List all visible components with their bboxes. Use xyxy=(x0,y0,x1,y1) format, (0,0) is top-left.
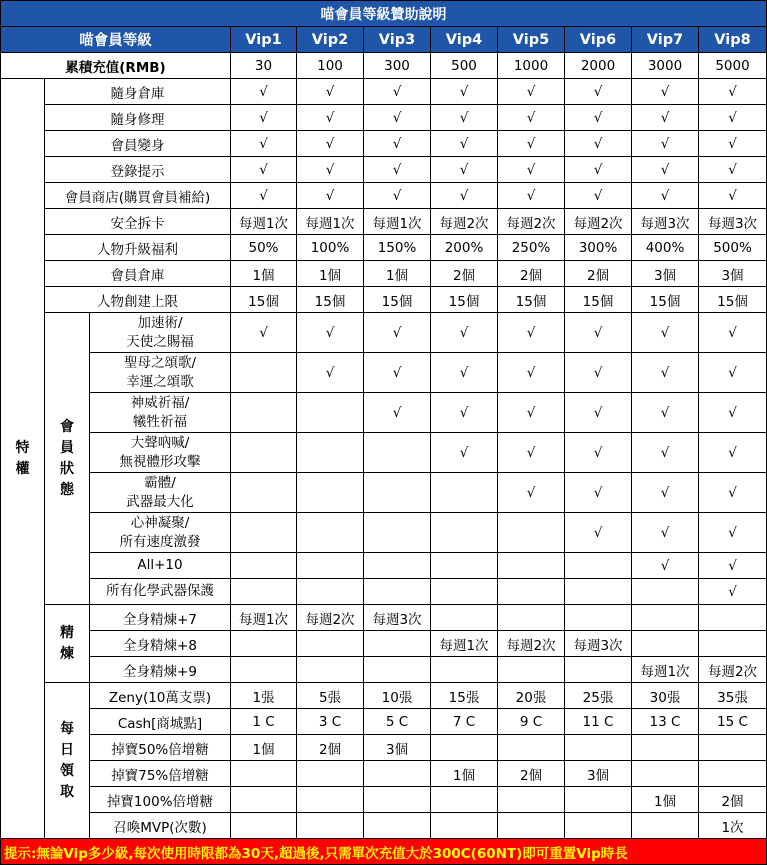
state-label-line: 神威祈福/ xyxy=(130,394,190,411)
refine-value xyxy=(632,631,699,657)
header-level: Vip8 xyxy=(699,27,767,53)
daily-value: 1次 xyxy=(699,813,767,839)
state-value xyxy=(231,579,297,605)
refine-value xyxy=(431,657,498,683)
group-daily-char: 每 xyxy=(60,720,74,737)
feature-value: 150% xyxy=(364,235,431,261)
feature-value: √ xyxy=(699,79,767,105)
header-level: Vip4 xyxy=(431,27,498,53)
state-value: √ xyxy=(632,353,699,393)
state-value xyxy=(231,513,297,553)
state-value: √ xyxy=(565,513,632,553)
state-label-line: 犧牲祈福 xyxy=(133,413,187,430)
state-label xyxy=(90,513,231,553)
state-label xyxy=(90,433,231,473)
state-label-line: 幸運之頌歌 xyxy=(126,373,194,390)
feature-value: 3個 xyxy=(699,261,767,287)
feature-value: 每週2次 xyxy=(498,209,565,235)
feature-value: √ xyxy=(297,183,364,209)
feature-value: √ xyxy=(699,157,767,183)
feature-value: √ xyxy=(364,131,431,157)
daily-label: 召喚MVP(次數) xyxy=(90,813,231,839)
group-member-state-char: 狀 xyxy=(60,460,74,477)
state-value xyxy=(364,513,431,553)
state-label-line: 無視體形攻擊 xyxy=(119,453,201,470)
refine-value: 每週2次 xyxy=(699,657,767,683)
group-privileges-char: 權 xyxy=(15,460,30,477)
daily-value: 3 C xyxy=(297,709,364,735)
state-value xyxy=(231,553,297,579)
feature-label: 會員商店(購買會員補給) xyxy=(45,183,231,209)
daily-label: Zeny(10萬支票) xyxy=(90,683,231,709)
daily-value xyxy=(632,813,699,839)
state-label-line: 聖母之頌歌/ xyxy=(123,354,197,371)
feature-value: 1個 xyxy=(364,261,431,287)
daily-value: 9 C xyxy=(498,709,565,735)
recharge-value: 1000 xyxy=(498,53,565,79)
feature-value: √ xyxy=(498,79,565,105)
feature-label: 人物升級福利 xyxy=(45,235,231,261)
feature-value: √ xyxy=(231,105,297,131)
feature-value: √ xyxy=(699,105,767,131)
refine-label: 全身精煉+8 xyxy=(90,631,231,657)
feature-value: √ xyxy=(364,105,431,131)
header-level: Vip3 xyxy=(364,27,431,53)
feature-value: 15個 xyxy=(632,287,699,313)
refine-value xyxy=(565,605,632,631)
feature-value: 15個 xyxy=(297,287,364,313)
group-daily xyxy=(45,683,90,839)
feature-value: √ xyxy=(565,131,632,157)
state-label-line: 霸體/ xyxy=(144,474,176,491)
daily-value: 2個 xyxy=(699,787,767,813)
feature-value: √ xyxy=(297,157,364,183)
feature-value: 200% xyxy=(431,235,498,261)
daily-value xyxy=(297,787,364,813)
daily-value xyxy=(364,813,431,839)
state-value xyxy=(565,579,632,605)
header-corner: 喵會員等級 xyxy=(0,27,231,53)
daily-value xyxy=(498,787,565,813)
daily-value: 10張 xyxy=(364,683,431,709)
refine-value xyxy=(231,631,297,657)
feature-value: 1個 xyxy=(297,261,364,287)
state-value xyxy=(231,393,297,433)
daily-value: 3個 xyxy=(565,761,632,787)
feature-value: 2個 xyxy=(431,261,498,287)
daily-value xyxy=(231,761,297,787)
daily-value: 1個 xyxy=(231,735,297,761)
daily-value: 1個 xyxy=(632,787,699,813)
feature-value: 每週3次 xyxy=(699,209,767,235)
state-value: √ xyxy=(632,393,699,433)
state-value: √ xyxy=(699,353,767,393)
group-privileges xyxy=(0,79,45,839)
refine-value: 每週1次 xyxy=(231,605,297,631)
state-label-line: 武器最大化 xyxy=(126,493,194,510)
state-value xyxy=(231,353,297,393)
state-value: √ xyxy=(699,473,767,513)
feature-value: 每週1次 xyxy=(231,209,297,235)
feature-value: 2個 xyxy=(565,261,632,287)
state-value: √ xyxy=(297,353,364,393)
refine-value: 每週1次 xyxy=(632,657,699,683)
feature-label: 安全拆卡 xyxy=(45,209,231,235)
feature-value: √ xyxy=(231,183,297,209)
header-level: Vip7 xyxy=(632,27,699,53)
feature-value: 每週3次 xyxy=(632,209,699,235)
state-value xyxy=(231,433,297,473)
state-value: √ xyxy=(632,313,699,353)
state-value: √ xyxy=(632,473,699,513)
header-level: Vip5 xyxy=(498,27,565,53)
daily-value: 3個 xyxy=(364,735,431,761)
feature-value: √ xyxy=(565,79,632,105)
state-value: √ xyxy=(565,433,632,473)
daily-label: 掉寶50%倍增糖 xyxy=(90,735,231,761)
feature-value: √ xyxy=(565,183,632,209)
state-value: √ xyxy=(699,579,767,605)
state-value: √ xyxy=(632,513,699,553)
state-label-line: All+10 xyxy=(137,557,183,573)
feature-value: √ xyxy=(699,131,767,157)
state-value: √ xyxy=(498,313,565,353)
group-refine-char: 煉 xyxy=(60,645,74,662)
feature-value: 15個 xyxy=(565,287,632,313)
state-value xyxy=(364,553,431,579)
group-daily-char: 日 xyxy=(60,741,74,758)
state-value xyxy=(632,579,699,605)
feature-value: √ xyxy=(498,183,565,209)
daily-value xyxy=(431,813,498,839)
feature-value: √ xyxy=(699,183,767,209)
refine-value xyxy=(498,605,565,631)
recharge-label: 累積充值(RMB) xyxy=(0,53,231,79)
state-label xyxy=(90,353,231,393)
state-value: √ xyxy=(565,313,632,353)
state-value: √ xyxy=(297,313,364,353)
state-label xyxy=(90,313,231,353)
state-value xyxy=(297,393,364,433)
state-value: √ xyxy=(364,313,431,353)
feature-value: 2個 xyxy=(498,261,565,287)
state-label xyxy=(90,553,231,579)
state-value: √ xyxy=(565,353,632,393)
feature-value: 15個 xyxy=(431,287,498,313)
state-value: √ xyxy=(699,553,767,579)
state-value: √ xyxy=(498,473,565,513)
recharge-value: 3000 xyxy=(632,53,699,79)
refine-value xyxy=(498,657,565,683)
daily-value xyxy=(431,735,498,761)
feature-value: 每週1次 xyxy=(364,209,431,235)
daily-value xyxy=(565,735,632,761)
state-value: √ xyxy=(364,393,431,433)
feature-value: 每週2次 xyxy=(565,209,632,235)
state-value xyxy=(498,513,565,553)
daily-value: 25張 xyxy=(565,683,632,709)
refine-value xyxy=(297,657,364,683)
state-value: √ xyxy=(699,393,767,433)
state-value xyxy=(231,473,297,513)
state-value xyxy=(431,513,498,553)
state-label-line: 大聲吶喊/ xyxy=(130,434,190,451)
feature-value: √ xyxy=(364,183,431,209)
group-member-state xyxy=(45,313,90,605)
state-value: √ xyxy=(431,393,498,433)
feature-value: √ xyxy=(431,183,498,209)
daily-value: 5張 xyxy=(297,683,364,709)
feature-label: 人物創建上限 xyxy=(45,287,231,313)
daily-label: 掉寶75%倍增糖 xyxy=(90,761,231,787)
state-label xyxy=(90,393,231,433)
daily-value xyxy=(231,787,297,813)
state-value xyxy=(297,433,364,473)
daily-value: 30張 xyxy=(632,683,699,709)
feature-value: 15個 xyxy=(699,287,767,313)
feature-label: 會員倉庫 xyxy=(45,261,231,287)
feature-value: √ xyxy=(498,157,565,183)
refine-value xyxy=(364,657,431,683)
state-value: √ xyxy=(498,393,565,433)
feature-value: √ xyxy=(632,183,699,209)
state-value: √ xyxy=(632,553,699,579)
daily-value: 1 C xyxy=(231,709,297,735)
state-value xyxy=(364,579,431,605)
feature-value: 3個 xyxy=(632,261,699,287)
state-value xyxy=(297,579,364,605)
state-label-line: 心神凝聚/ xyxy=(130,514,190,531)
feature-value: √ xyxy=(431,157,498,183)
recharge-value: 300 xyxy=(364,53,431,79)
state-label-line: 所有速度激發 xyxy=(119,533,201,550)
state-label-line: 所有化學武器保護 xyxy=(106,583,214,599)
feature-value: √ xyxy=(431,131,498,157)
state-value: √ xyxy=(498,353,565,393)
footer-note: 提示:無論Vip多少級,每次使用時限都為30天,超過後,只需單次充值大於300C(60NT)即可重置Vip時長 xyxy=(0,839,767,865)
state-value: √ xyxy=(498,433,565,473)
feature-value: √ xyxy=(364,79,431,105)
refine-value xyxy=(565,657,632,683)
daily-value: 1個 xyxy=(431,761,498,787)
daily-value: 13 C xyxy=(632,709,699,735)
state-value xyxy=(431,473,498,513)
feature-value: 500% xyxy=(699,235,767,261)
state-value xyxy=(498,553,565,579)
recharge-value: 500 xyxy=(431,53,498,79)
header-level: Vip6 xyxy=(565,27,632,53)
feature-value: 50% xyxy=(231,235,297,261)
state-label-line: 天使之賜福 xyxy=(126,333,194,350)
state-value xyxy=(364,473,431,513)
daily-value xyxy=(498,813,565,839)
refine-value xyxy=(231,657,297,683)
refine-label: 全身精煉+7 xyxy=(90,605,231,631)
refine-value: 每週2次 xyxy=(297,605,364,631)
header-level: Vip1 xyxy=(231,27,297,53)
state-value: √ xyxy=(632,433,699,473)
feature-value: 15個 xyxy=(498,287,565,313)
daily-value: 1張 xyxy=(231,683,297,709)
daily-value: 20張 xyxy=(498,683,565,709)
daily-value xyxy=(699,761,767,787)
feature-value: √ xyxy=(632,105,699,131)
refine-value: 每週2次 xyxy=(498,631,565,657)
feature-value: √ xyxy=(431,105,498,131)
group-daily-char: 取 xyxy=(60,783,74,800)
group-member-state-char: 會 xyxy=(60,418,74,435)
refine-label: 全身精煉+9 xyxy=(90,657,231,683)
refine-value xyxy=(297,631,364,657)
daily-value: 35張 xyxy=(699,683,767,709)
refine-value: 每週3次 xyxy=(364,605,431,631)
daily-value xyxy=(364,787,431,813)
daily-value xyxy=(297,813,364,839)
feature-label: 隨身倉庫 xyxy=(45,79,231,105)
state-label xyxy=(90,473,231,513)
state-value: √ xyxy=(431,313,498,353)
refine-value: 每週3次 xyxy=(565,631,632,657)
state-value xyxy=(297,513,364,553)
recharge-value: 100 xyxy=(297,53,364,79)
state-label-line: 加速術/ xyxy=(137,314,183,331)
state-value: √ xyxy=(699,313,767,353)
group-refine-char: 精 xyxy=(60,624,74,641)
feature-value: √ xyxy=(565,105,632,131)
feature-value: 15個 xyxy=(231,287,297,313)
feature-label: 隨身修理 xyxy=(45,105,231,131)
feature-value: √ xyxy=(231,131,297,157)
daily-value xyxy=(632,761,699,787)
feature-value: 300% xyxy=(565,235,632,261)
recharge-value: 5000 xyxy=(699,53,767,79)
state-value: √ xyxy=(431,353,498,393)
feature-value: √ xyxy=(632,131,699,157)
recharge-value: 30 xyxy=(231,53,297,79)
feature-value: √ xyxy=(498,131,565,157)
state-value xyxy=(297,473,364,513)
daily-value xyxy=(565,813,632,839)
state-value: √ xyxy=(699,433,767,473)
refine-value xyxy=(364,631,431,657)
daily-value: 7 C xyxy=(431,709,498,735)
daily-value: 11 C xyxy=(565,709,632,735)
refine-value xyxy=(699,631,767,657)
feature-value: √ xyxy=(297,105,364,131)
feature-label: 登錄提示 xyxy=(45,157,231,183)
feature-value: √ xyxy=(297,79,364,105)
group-privileges-char: 特 xyxy=(15,439,30,456)
daily-value xyxy=(498,735,565,761)
daily-value xyxy=(297,761,364,787)
state-value: √ xyxy=(565,393,632,433)
refine-value: 每週1次 xyxy=(431,631,498,657)
feature-value: √ xyxy=(632,157,699,183)
state-value: √ xyxy=(565,473,632,513)
daily-value xyxy=(364,761,431,787)
daily-value: 5 C xyxy=(364,709,431,735)
page-title: 喵會員等級贊助說明 xyxy=(0,0,767,27)
state-value: √ xyxy=(364,353,431,393)
refine-value xyxy=(699,605,767,631)
header-level: Vip2 xyxy=(297,27,364,53)
daily-value xyxy=(632,735,699,761)
daily-value xyxy=(231,813,297,839)
feature-value: 每週2次 xyxy=(431,209,498,235)
daily-value xyxy=(431,787,498,813)
feature-value: √ xyxy=(364,157,431,183)
recharge-value: 2000 xyxy=(565,53,632,79)
refine-value xyxy=(431,605,498,631)
group-member-state-char: 員 xyxy=(60,439,74,456)
daily-label: Cash[商城點] xyxy=(90,709,231,735)
daily-value: 15 C xyxy=(699,709,767,735)
feature-value: 100% xyxy=(297,235,364,261)
daily-value: 2個 xyxy=(297,735,364,761)
feature-value: 1個 xyxy=(231,261,297,287)
state-value xyxy=(431,579,498,605)
feature-value: 每週1次 xyxy=(297,209,364,235)
group-refine xyxy=(45,605,90,683)
daily-value xyxy=(699,735,767,761)
feature-value: √ xyxy=(632,79,699,105)
feature-value: 400% xyxy=(632,235,699,261)
state-value: √ xyxy=(431,433,498,473)
feature-value: 15個 xyxy=(364,287,431,313)
feature-value: √ xyxy=(498,105,565,131)
feature-value: 250% xyxy=(498,235,565,261)
state-label xyxy=(90,579,231,605)
daily-value: 2個 xyxy=(498,761,565,787)
state-value: √ xyxy=(699,513,767,553)
state-value xyxy=(431,553,498,579)
feature-value: √ xyxy=(297,131,364,157)
state-value: √ xyxy=(231,313,297,353)
refine-value xyxy=(632,605,699,631)
daily-value: 15張 xyxy=(431,683,498,709)
feature-value: √ xyxy=(565,157,632,183)
feature-value: √ xyxy=(231,157,297,183)
feature-label: 會員變身 xyxy=(45,131,231,157)
feature-value: √ xyxy=(231,79,297,105)
group-daily-char: 領 xyxy=(60,762,74,779)
state-value xyxy=(498,579,565,605)
daily-value xyxy=(565,787,632,813)
daily-label: 掉寶100%倍增糖 xyxy=(90,787,231,813)
feature-value: √ xyxy=(431,79,498,105)
state-value xyxy=(364,433,431,473)
state-value xyxy=(297,553,364,579)
state-value xyxy=(565,553,632,579)
group-member-state-char: 態 xyxy=(60,481,74,498)
